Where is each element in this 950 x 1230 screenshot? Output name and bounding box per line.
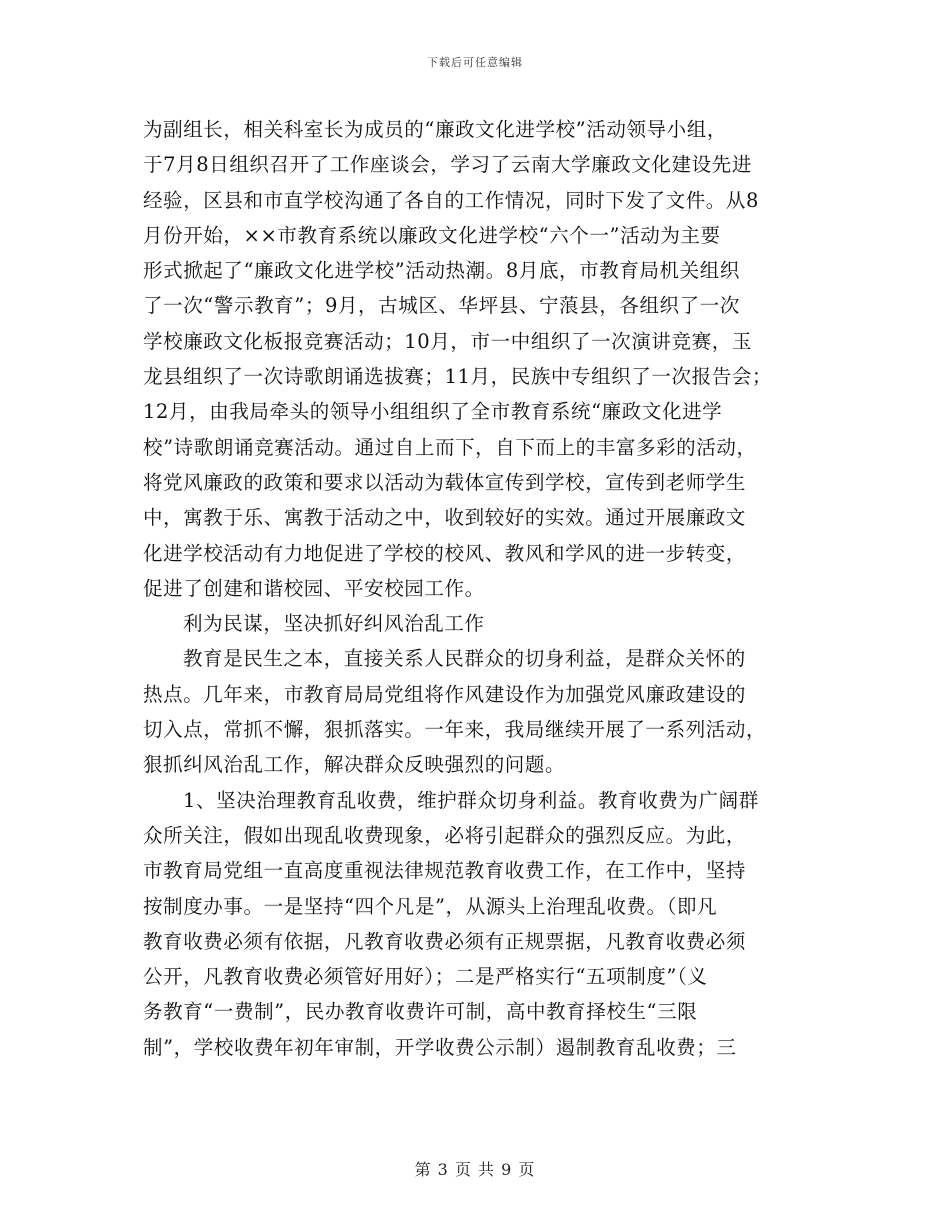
text-line: 教育是民生之本，直接关系人民群众的切身利益，是群众关怀的 [183,647,746,671]
document-body [143,112,813,1065]
text-line: 形式掀起了“廉政文化进学校”活动热潮。8月底，市教育局机关组织 [143,259,740,283]
text-line: 月份开始，××市教育系统以廉政文化进学校“六个一”活动为主要 [143,223,721,247]
text-line: 务教育“一费制”，民办教育收费许可制，高中教育择校生“三限 [143,1000,698,1024]
page-number-footer: 第 3 页 共 9 页 [414,1160,536,1179]
text-line: 化进学校活动有力地促进了学校的校风、教风和学风的进一步转变， [143,541,747,565]
text-line: 为副组长，相关科室长为成员的“廉政文化进学校”活动领导小组， [143,118,727,141]
text-line: 于7月8日组织召开了工作座谈会，学习了云南大学廉政文化建设先进 [143,153,752,177]
text-line: 1、坚决治理教育乱收费，维护群众切身利益。教育收费为广阔群 [183,788,759,812]
text-line: 制”，学校收费年初年审制，开学收费公示制）遏制教育乱收费；三 [143,1035,737,1059]
text-line: 12月，由我局牵头的领导小组组织了全市教育系统“廉政文化进学 [143,400,723,424]
text-line: 龙县组织了一次诗歌朗诵选拔赛；11月，民族中专组织了一次报告会； [143,365,773,389]
page-header: 下载后可任意编辑 [427,56,523,69]
text-line: 利为民谋，坚决抓好纠风治乱工作 [183,612,485,636]
text-line: 公开，凡教育收费必须管好用好）；二是严格实行“五项制度”（义 [143,965,708,989]
text-line: 热点。几年来，市教育局局党组将作风建设作为加强党风廉政建设的 [143,682,747,706]
text-line: 学校廉政文化板报竞赛活动；10月，市一中组织了一次演讲竞赛，玉 [143,329,752,353]
text-line: 促进了创建和谐校园、平安校园工作。 [143,576,485,600]
text-line: 众所关注，假如出现乱收费现象，必将引起群众的强烈反应。为此， [143,823,747,847]
text-line: 教育收费必须有依据，凡教育收费必须有正规票据，凡教育收费必须 [143,929,747,953]
text-line: 了一次“警示教育”；9月，古城区、华坪县、宁蒗县，各组织了一次 [143,294,740,318]
text-line: 中，寓教于乐、寓教于活动之中，收到较好的实效。通过开展廉政文 [143,506,747,530]
text-line: 狠抓纠风治乱工作，解决群众反映强烈的问题。 [143,753,566,777]
text-line: 按制度办事。一是坚持“四个凡是”，从源头上治理乱收费。（即凡 [143,894,718,918]
text-line: 市教育局党组一直高度重视法律规范教育收费工作，在工作中，坚持 [143,859,747,883]
text-line: 校”诗歌朗诵竞赛活动。通过自上而下，自下而上的丰富多彩的活动， [143,435,757,459]
text-line: 将党风廉政的政策和要求以活动为载体宣传到学校，宣传到老师学生 [143,470,747,494]
text-line: 经验，区县和市直学校沟通了各自的工作情况，同时下发了文件。从8 [143,188,760,212]
text-line: 切入点，常抓不懈，狠抓落实。一年来，我局继续开展了一系列活动， [143,718,767,742]
